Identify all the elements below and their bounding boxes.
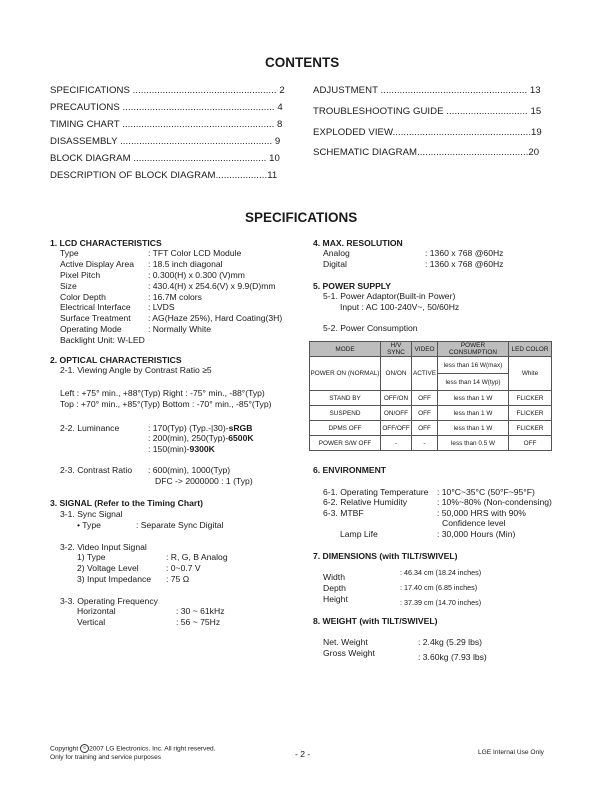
toc-item-schematic-diagram[interactable]: SCHEMATIC DIAGRAM.........................................20	[313, 147, 540, 158]
table-cell: POWER ON (NORMAL)	[310, 357, 381, 391]
toc-item-exploded-view[interactable]: EXPLODED VIEW...................................................19	[313, 127, 542, 138]
table-row	[310, 406, 552, 421]
table-cell: ON/ON	[381, 357, 412, 391]
power-adaptor: 5-1. Power Adaptor(Built-in Power)	[323, 291, 456, 301]
resolution-value: : 1360 x 768 @60Hz	[425, 259, 504, 269]
lamp-life-label: Lamp Life	[340, 529, 378, 539]
luminance-srgb: : 170(Typ) (Typ.-|30)-sRGB	[148, 423, 253, 433]
contents-title: CONTENTS	[265, 55, 340, 70]
table-cell: FLICKER	[509, 406, 552, 421]
internal-use-notice: LGE Internal Use Only	[478, 749, 544, 756]
sync-type-value: : Separate Sync Digital	[136, 520, 224, 530]
table-cell: POWER S/W OFF	[310, 436, 381, 451]
viewing-angle-left-right: Left : +75° min., +88°(Typ) Right : -75° min., -88°(Typ)	[60, 388, 265, 398]
table-cell: OFF	[412, 421, 438, 436]
table-cell: White	[509, 357, 552, 391]
resolution-label: Digital	[323, 259, 347, 269]
dimension-value: : 37.39 cm (14.70 inches)	[400, 598, 482, 607]
dimensions-section-title: 7. DIMENSIONS (with TILT/SWIVEL)	[313, 551, 458, 561]
table-header-row	[310, 342, 552, 357]
resolution-label: Analog	[323, 248, 350, 258]
toc-item-block-diagram[interactable]: BLOCK DIAGRAM ................................................. 10	[50, 153, 280, 164]
specifications-title: SPECIFICATIONS	[245, 210, 358, 225]
lamp-life-value: : 30,000 Hours (Min)	[437, 529, 516, 539]
toc-item-specifications[interactable]: SPECIFICATIONS ..................................................... 2	[50, 85, 285, 96]
table-header-cell: MODE	[310, 342, 381, 357]
table-cell: less than 1 W	[438, 391, 509, 406]
lcd-row: Electrical Interface	[60, 302, 131, 312]
toc-item-description-block-diagram[interactable]: DESCRIPTION OF BLOCK DIAGRAM...................11	[50, 170, 278, 181]
video-row-value: : 75 Ω	[166, 574, 190, 584]
lcd-value: : Normally White	[148, 324, 212, 334]
lcd-row: Surface Treatment	[60, 313, 131, 323]
table-row	[310, 391, 552, 406]
copyright-line: Copyright c 2007 LG Electronics. Inc. All right reserved.	[50, 745, 216, 753]
toc-item-disassembly[interactable]: DISASSEMBLY ........................................................ 9	[50, 136, 281, 147]
table-cell: less than 16 W(max)	[438, 357, 509, 374]
environment-section-title: 6. ENVIRONMENT	[313, 465, 387, 475]
luminance-label: 2-2. Luminance	[60, 423, 120, 433]
table-header-cell: H/V SYNC	[381, 342, 412, 357]
weight-section-title: 8. WEIGHT (with TILT/SWIVEL)	[313, 616, 438, 626]
video-row-label: 2) Voltage Level	[77, 563, 139, 573]
freq-row-value: : 56 ~ 75Hz	[176, 617, 221, 627]
training-notice: Only for training and service purposes	[50, 754, 162, 761]
table-row	[310, 357, 552, 374]
env-row-label: 6-2. Relative Humidity	[323, 497, 408, 507]
mtbf-confidence: Confidence level	[442, 518, 506, 528]
dimension-label: Height	[323, 594, 348, 604]
video-row-value: : 0~0.7 V	[166, 563, 201, 573]
video-row-label: 3) Input Impedance	[77, 574, 152, 584]
dimension-label: Depth	[323, 583, 346, 593]
signal-section-title: 3. SIGNAL (Refer to the Timing Chart)	[50, 498, 203, 508]
toc-item-timing-chart[interactable]: TIMING CHART ........................................................ 8	[50, 119, 283, 130]
table-cell: FLICKER	[509, 421, 552, 436]
lcd-value: : 16.7M colors	[148, 292, 202, 302]
lcd-row: Active Display Area	[60, 259, 135, 269]
lcd-row: Size	[60, 281, 77, 291]
lcd-value: : 0.300(H) x 0.300 (V)mm	[148, 270, 245, 280]
lcd-value: : AG(Haze 25%), Hard Coating(3H)	[148, 313, 283, 323]
operating-frequency-title: 3-3. Operating Frequency	[60, 596, 158, 606]
freq-row-label: Vertical	[77, 617, 106, 627]
contrast-ratio-dfc: DFC -> 2000000 : 1 (Typ)	[155, 476, 253, 486]
table-row	[310, 421, 552, 436]
weight-label: Gross Weight	[323, 648, 375, 658]
table-header-cell: VIDEO	[412, 342, 438, 357]
video-row-value: : R, G, B Analog	[166, 552, 228, 562]
table-cell: STAND BY	[310, 391, 381, 406]
viewing-angle-top-bottom: Top : +70° min., +85°(Typ) Bottom : -70° min., -85°(Typ)	[60, 399, 272, 409]
freq-row-label: Horizontal	[77, 606, 116, 616]
lcd-value: : 430.4(H) x 254.6(V) x 9.9(D)mm	[148, 281, 276, 291]
power-section-title: 5. POWER SUPPLY	[313, 281, 392, 291]
table-cell: less than 1 W	[438, 421, 509, 436]
toc-item-adjustment[interactable]: ADJUSTMENT ...................................................... 13	[313, 85, 541, 96]
table-cell: OFF/ON	[381, 391, 412, 406]
table-cell: ACTIVE	[412, 357, 438, 391]
env-row-value: : 50,000 HRS with 90%	[437, 508, 526, 518]
copyright-icon: c	[80, 744, 89, 753]
power-consumption-table	[309, 341, 552, 451]
env-row-value: : 10%~80% (Non-condensing)	[437, 497, 552, 507]
env-row-label: 6-3. MTBF	[323, 508, 364, 518]
dimension-value: : 46.34 cm (18.24 inches)	[400, 568, 482, 577]
lcd-row: Pixel Pitch	[60, 270, 101, 280]
table-cell: DPMS OFF	[310, 421, 381, 436]
table-cell: FLICKER	[509, 391, 552, 406]
table-cell: less than 1 W	[438, 406, 509, 421]
resolution-section-title: 4. MAX. RESOLUTION	[313, 238, 403, 248]
sync-signal-title: 3-1. Sync Signal	[60, 509, 123, 519]
video-input-title: 3-2. Video Input Signal	[60, 542, 147, 552]
table-cell: -	[412, 436, 438, 451]
weight-value: : 2.4kg (5.29 lbs)	[418, 637, 483, 647]
table-cell: OFF/OFF	[381, 421, 412, 436]
table-cell: OFF	[412, 391, 438, 406]
table-cell: -	[381, 436, 412, 451]
table-row	[310, 436, 552, 451]
env-row-label: 6-1. Operating Temperature	[323, 487, 429, 497]
backlight-unit: Backlight Unit: W-LED	[60, 335, 145, 345]
lcd-row: Operating Mode	[60, 324, 122, 334]
contrast-ratio-value: : 600(min), 1000(Typ)	[148, 465, 231, 475]
video-row-label: 1) Type	[77, 552, 106, 562]
table-cell: ON/OFF	[381, 406, 412, 421]
weight-value: : 3.60kg (7.93 lbs)	[418, 652, 487, 662]
page-number: - 2 -	[295, 749, 311, 759]
table-cell: OFF	[509, 436, 552, 451]
lcd-value: : TFT Color LCD Module	[148, 248, 242, 258]
sync-type-label: • Type	[77, 520, 101, 530]
luminance-6500k: : 200(min), 250(Typ)-6500K	[148, 433, 254, 443]
luminance-9300k: : 150(min)-9300K	[148, 444, 215, 454]
power-input: Input : AC 100-240V~, 50/60Hz	[340, 302, 460, 312]
lcd-row: Type	[60, 248, 79, 258]
toc-item-troubleshooting[interactable]: TROUBLESHOOTING GUIDE .............................. 15	[313, 106, 542, 117]
table-cell: OFF	[412, 406, 438, 421]
table-cell: less than 0.5 W	[438, 436, 509, 451]
resolution-value: : 1360 x 768 @60Hz	[425, 248, 504, 258]
viewing-angle-label: 2-1. Viewing Angle by Contrast Ratio ≥5	[60, 365, 212, 375]
table-cell: SUSPEND	[310, 406, 381, 421]
lcd-section-title: 1. LCD CHARACTERISTICS	[50, 238, 162, 248]
table-header-cell: LED COLOR	[509, 342, 552, 357]
table-cell: less than 14 W(typ)	[438, 374, 509, 391]
table-header-cell: POWER CONSUMPTION	[438, 342, 509, 357]
toc-item-precautions[interactable]: PRECAUTIONS ........................................................ 4	[50, 102, 283, 113]
lcd-row: Color Depth	[60, 292, 106, 302]
env-row-value: : 10°C~35°C (50°F~95°F)	[437, 487, 535, 497]
dimension-label: Width	[323, 572, 345, 582]
optical-section-title: 2. OPTICAL CHARACTERISTICS	[50, 355, 182, 365]
contrast-ratio-label: 2-3. Contrast Ratio	[60, 465, 133, 475]
lcd-value: : 18.5 inch diagonal	[148, 259, 223, 269]
lcd-value: : LVDS	[148, 302, 175, 312]
weight-label: Net. Weight	[323, 637, 368, 647]
freq-row-value: : 30 ~ 61kHz	[176, 606, 225, 616]
dimension-value: : 17.40 cm (6.85 inches)	[400, 583, 478, 592]
power-consumption-label: 5-2. Power Consumption	[323, 323, 418, 333]
